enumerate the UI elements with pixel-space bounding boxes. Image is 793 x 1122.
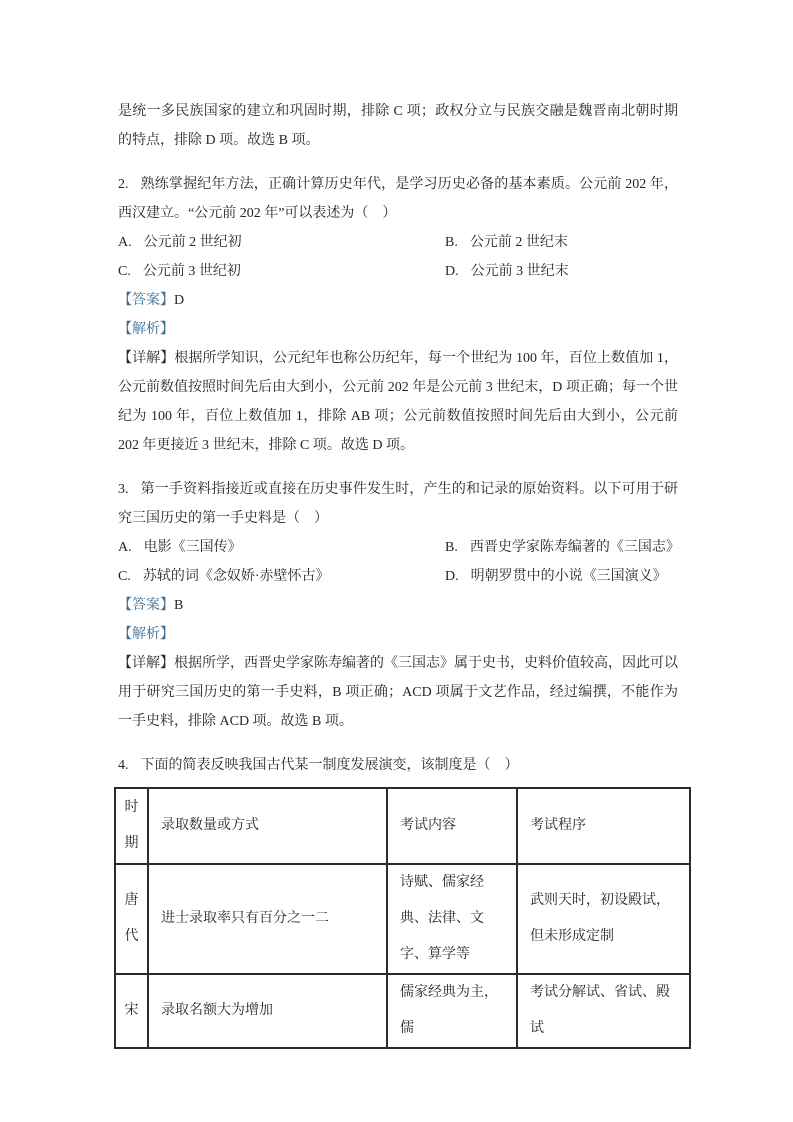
option-text: 公元前 3 世纪末 <box>470 264 569 279</box>
answer-value: D <box>174 293 185 308</box>
option-letter: C. <box>118 569 131 584</box>
question-2-option-b <box>445 228 678 257</box>
question-2-stem <box>118 170 678 228</box>
question-3-option-a <box>118 533 445 562</box>
question-3-option-d <box>445 562 678 591</box>
question-3-number: 3. <box>118 482 129 497</box>
option-text: 苏轼的词《念奴娇·赤壁怀古》 <box>142 569 330 584</box>
page-content <box>118 97 678 1049</box>
option-letter: B. <box>445 540 458 555</box>
question-4-table <box>114 787 691 1049</box>
option-letter: A. <box>118 540 132 555</box>
header-cell-exam-procedure: 考试程序 <box>517 788 690 864</box>
detail-label: 【详解】 <box>118 351 175 366</box>
question-2-option-d <box>445 257 678 286</box>
question-2-analysis-line <box>118 315 678 344</box>
cell-admission-song: 录取名额大为增加 <box>148 974 387 1048</box>
analysis-label: 【解析】 <box>118 627 174 642</box>
question-2-options-row-1 <box>118 228 678 257</box>
answer-value: B <box>174 598 184 613</box>
option-letter: D. <box>445 569 459 584</box>
question-2-options-row-2 <box>118 257 678 286</box>
cell-period-song: 宋 <box>115 974 148 1048</box>
option-text: 明朝罗贯中的小说《三国演义》 <box>470 569 667 584</box>
detail-text: 根据所学，西晋史学家陈寿编著的《三国志》属于史书，史料价值较高，因此可以用于研究三国历史的第一手史料，B 项正确；ACD 项属于文艺作品，经过编撰，不能作为一手史料，排除 ACD 项。故选 B 项。 <box>118 656 678 729</box>
question-2-answer-line <box>118 286 678 315</box>
analysis-label: 【解析】 <box>118 322 174 337</box>
option-text: 公元前 2 世纪初 <box>143 235 242 250</box>
option-letter: B. <box>445 235 458 250</box>
table-row-tang <box>115 864 690 974</box>
answer-label: 【答案】 <box>118 598 174 613</box>
question-2-detail-paragraph <box>118 344 678 460</box>
option-text: 公元前 2 世纪末 <box>469 235 568 250</box>
cell-procedure-song: 考试分解试、省试、殿试 <box>517 974 690 1048</box>
question-3-options-row-2 <box>118 562 678 591</box>
cell-content-tang: 诗赋、儒家经典、法律、文字、算学等 <box>387 864 517 974</box>
detail-text: 根据所学知识，公元纪年也称公历纪年，每一个世纪为 100 年，百位上数值加 1，公元前数值按照时间先后由大到小，公元前 202 年是公元前 3 世纪末，D 项正确；每一个世纪为 100 年，百位上数值加 1，排除 AB 项；公元前数值按照时间先后由大到小，公元前 202 年更接近 3 世纪末，排除 C 项。故选 D 项。 <box>118 351 679 453</box>
question-3-analysis-line <box>118 620 678 649</box>
answer-label: 【答案】 <box>118 293 174 308</box>
detail-label: 【详解】 <box>118 656 174 671</box>
q1-explanation-continuation: 是统一多民族国家的建立和巩固时期，排除 C 项；政权分立与民族交融是魏晋南北朝时期的特点，排除 D 项。故选 B 项。 <box>118 104 678 148</box>
question-3-option-c <box>118 562 445 591</box>
header-cell-exam-content: 考试内容 <box>387 788 517 864</box>
question-4-number: 4. <box>118 758 129 773</box>
question-4-stem <box>118 751 678 780</box>
option-text: 电影《三国传》 <box>143 540 242 555</box>
question-3-answer-line <box>118 591 678 620</box>
option-letter: A. <box>118 235 132 250</box>
cell-procedure-tang: 武则天时，初设殿试，但未形成定制 <box>517 864 690 974</box>
question-4-text: 下面的简表反映我国古代某一制度发展演变，该制度是（ ） <box>140 758 519 773</box>
table-header-row <box>115 788 690 864</box>
question-2-text: 熟练掌握纪年方法，正确计算历史年代，是学习历史必备的基本素质。公元前 202 年，西汉建立。“公元前 202 年”可以表述为（ ） <box>118 177 678 221</box>
question-3-option-b <box>445 533 680 562</box>
question-2-number: 2. <box>118 177 129 192</box>
question-3-options-row-1 <box>118 533 678 562</box>
option-text: 公元前 3 世纪初 <box>142 264 241 279</box>
option-text: 西晋史学家陈寿编著的《三国志》 <box>469 540 680 555</box>
option-letter: C. <box>118 264 131 279</box>
question-3-text: 第一手资料指接近或直接在历史事件发生时，产生的和记录的原始资料。以下可用于研究三国历史的第一手史料是（ ） <box>118 482 678 526</box>
question-2-option-c <box>118 257 445 286</box>
header-cell-admission: 录取数量或方式 <box>148 788 387 864</box>
option-letter: D. <box>445 264 459 279</box>
question-2-option-a <box>118 228 445 257</box>
cell-content-song: 儒家经典为主，儒 <box>387 974 517 1048</box>
table-row-song <box>115 974 690 1048</box>
cell-admission-tang: 进士录取率只有百分之一二 <box>148 864 387 974</box>
question-3-detail-paragraph <box>118 649 678 736</box>
question-3-stem <box>118 475 678 533</box>
cell-period-tang: 唐代 <box>115 864 148 974</box>
header-cell-period: 时期 <box>115 788 148 864</box>
